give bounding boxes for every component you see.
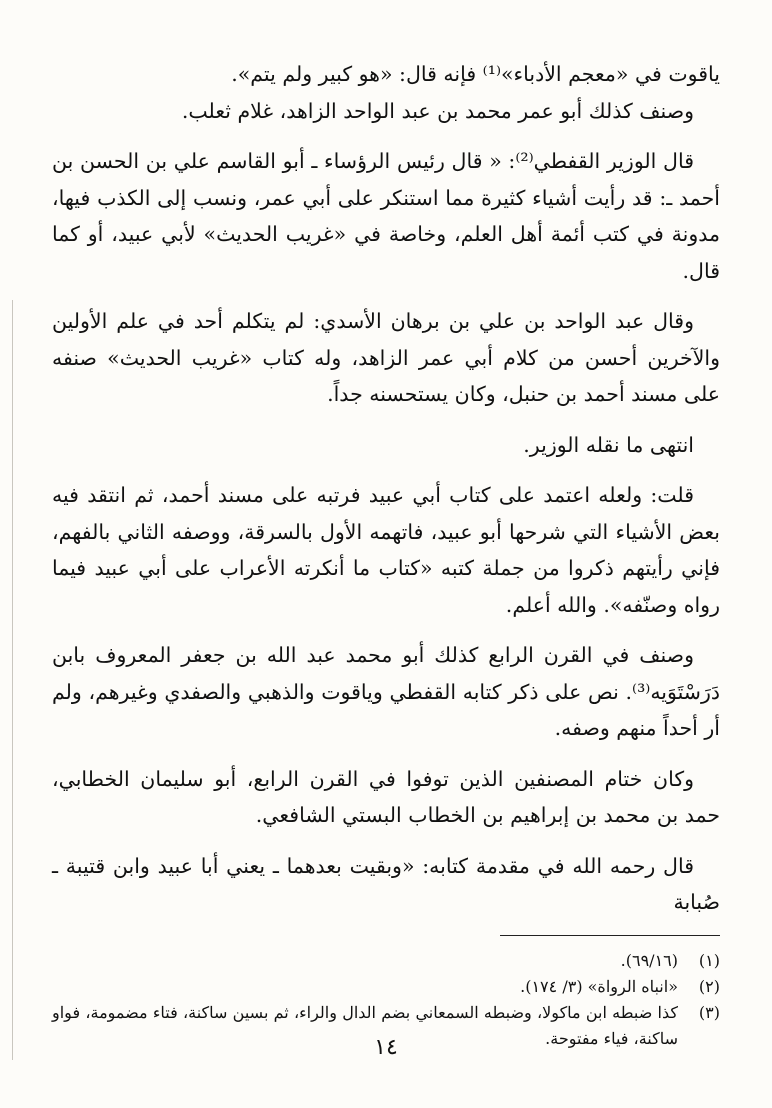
footnote-text: (٦٩/١٦). [620, 950, 678, 970]
paragraph: وقال عبد الواحد بن علي بن برهان الأسدي: لم يتكلم أحد في علم الأولين والآخرين أحسن من كلام أبي عمر الزاهد، وله كتاب «غريب الحديث» صنفه على مسند أحمد بن حنبل، وكان يستحسنه جداً. [52, 309, 720, 406]
paragraph: قال رحمه الله في مقدمة كتابه: «وبقيت بعدهما ـ يعني أبا عبيد وابن قتيبة ـ صُبابة [52, 853, 720, 914]
footnote-number: (١) [698, 950, 720, 970]
page-edge-line [12, 300, 13, 1060]
page-number: ١٤ [374, 1035, 398, 1060]
paragraph: وصنف في القرن الرابع كذلك أبو محمد عبد الله بن جعفر المعروف بابن دَرَسْتَوَيه⁽³⁾. نص على ذكر كتابه القفطي وياقوت والذهبي والصفدي وغيرهم، ولم أر أحداً منهم وصفه. [52, 643, 720, 740]
footnote-1 [52, 948, 720, 974]
footnote-separator [500, 935, 720, 936]
paragraph: ياقوت في «معجم الأدباء»⁽¹⁾ فإنه قال: «هو كبير ولم يتم». [231, 62, 720, 86]
footnote-number: (٢) [698, 976, 720, 996]
main-text [52, 56, 720, 921]
paragraph: قلت: ولعله اعتمد على كتاب أبي عبيد فرتبه على مسند أحمد، ثم انتقد فيه بعض الأشياء التي شرحها أبو عبيد، فاتهمه الأول بالسرقة، ووصفه الثاني بالفهم، فإني رأيتهم ذكروا من جملة كتبه «كتاب ما أنكرته الأعراب على أبي عبيد فيما رواه وصنّفه». والله أعلم. [52, 483, 720, 617]
footnote-number: (٣) [698, 1002, 720, 1022]
footnote-2 [52, 974, 720, 1000]
paragraph: قال الوزير القفطي⁽²⁾: « قال رئيس الرؤساء ـ أبو القاسم علي بن الحسن بن أحمد ـ: قد رأيت أشياء كثيرة مما استنكر على أبي عمر، ونسب إلى الكذب فيها، مدونة في كتب أئمة أهل العلم، وخاصة في «غريب الحديث» لأبي عبيد، أو كما قال. [52, 149, 720, 283]
paragraph: انتهى ما نقله الوزير. [523, 432, 694, 457]
paragraph: وصنف كذلك أبو عمر محمد بن عبد الواحد الزاهد، غلام ثعلب. [181, 98, 694, 123]
footnote-text: كذا ضبطه ابن ماكولا، وضبطه السمعاني بضم الدال والراء، ثم بسين ساكنة، فتاء مضمومة، فواو ساكنة، فياء مفتوحة. [52, 1002, 678, 1048]
footnote-text: «انباه الرواة» (٣/ ١٧٤). [520, 976, 678, 996]
paragraph: وكان ختام المصنفين الذين توفوا في القرن الرابع، أبو سليمان الخطابي، حمد بن محمد بن إبراهيم بن الخطاب البستي الشافعي. [52, 766, 720, 827]
